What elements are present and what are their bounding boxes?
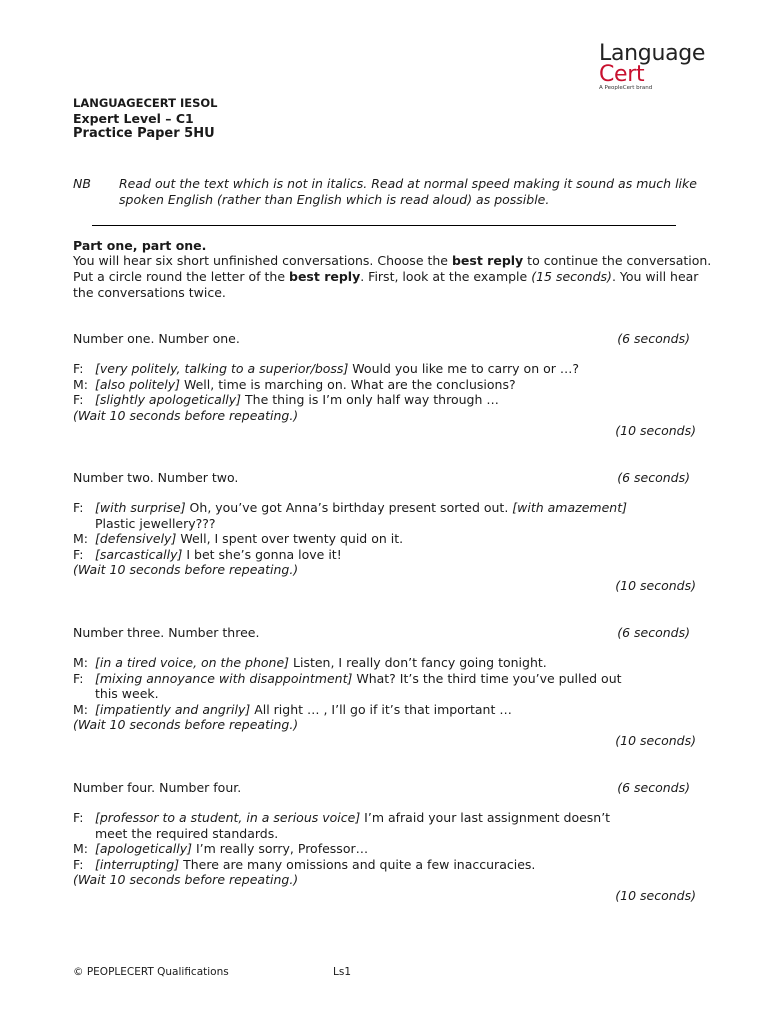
speaker-label: F: (73, 546, 84, 562)
pause-time: (6 seconds) (617, 470, 690, 485)
repeat-time: (10 seconds) (615, 577, 696, 593)
question-section-4 (73, 780, 698, 903)
wait-instruction: (Wait 10 seconds before repeating.) (73, 717, 299, 732)
dialogue-line (73, 531, 698, 547)
spoken-text: Listen, I really don’t fancy going tonight. (289, 655, 547, 670)
speaker-label: F: (73, 500, 84, 515)
pause-time: (6 seconds) (617, 625, 690, 640)
spoken-text: I’m afraid your last assignment doesn’t (360, 810, 611, 825)
speaker-label: F: (73, 392, 84, 407)
dialogue-line (73, 671, 698, 687)
exam-name: LANGUAGECERT IESOL (73, 96, 218, 110)
dialogue-line (73, 655, 698, 671)
spoken-text: All right … , I’ll go if it’s that important … (250, 701, 512, 717)
logo-cert: Cert (599, 62, 645, 87)
exam-level: Expert Level – C1 (73, 111, 194, 126)
speaker-label: F: (73, 856, 84, 872)
divider-rule (92, 225, 676, 226)
stage-direction: [impatiently and angrily] (95, 701, 251, 717)
stage-direction: [slightly apologetically] (95, 392, 242, 407)
repeat-time: (10 seconds) (615, 732, 696, 748)
stage-direction: [with amazement] (512, 500, 627, 515)
section-title: Number four. Number four. (73, 780, 242, 795)
section-title: Number two. Number two. (73, 470, 239, 485)
section-heading (73, 331, 698, 347)
speaker-label: F: (73, 810, 84, 825)
speaker-label: F: (73, 670, 84, 686)
section-heading (73, 780, 698, 796)
speaker-label: M: (73, 701, 88, 717)
spoken-text: I’m really sorry, Professor… (192, 841, 369, 856)
stage-direction: [defensively] (95, 531, 177, 546)
wait-instruction: (Wait 10 seconds before repeating.) (73, 872, 299, 887)
dialogue-line (73, 702, 698, 718)
question-section-1 (73, 331, 698, 439)
section-heading (73, 625, 698, 641)
spoken-text: What? It’s the third time you’ve pulled out (352, 670, 622, 686)
stage-direction: [in a tired voice, on the phone] (95, 655, 290, 670)
stage-direction: [very politely, talking to a superior/boss] (95, 361, 349, 376)
spoken-text: There are many omissions and quite a few inaccuracies. (179, 856, 536, 872)
dialogue-line (73, 500, 698, 516)
wait-instruction: (Wait 10 seconds before repeating.) (73, 562, 299, 577)
question-section-2 (73, 470, 698, 593)
dialogue-continuation: meet the required standards. (95, 825, 279, 841)
section-heading (73, 470, 698, 486)
speaker-label: M: (73, 841, 88, 856)
stage-direction: [apologetically] (95, 841, 192, 856)
stage-direction: [sarcastically] (95, 546, 183, 562)
nb-text: Read out the text which is not in italics. Read at normal speed making it sound as much like spoken English (rather than English which is read aloud) as possible. (119, 176, 697, 207)
stage-direction: [mixing annoyance with disappointment] (95, 670, 353, 686)
dialogue-line (73, 547, 698, 563)
speaker-label: M: (73, 531, 88, 546)
speaker-label: F: (73, 361, 84, 376)
footer-page-code: Ls1 (333, 966, 352, 978)
pause-time: (6 seconds) (617, 780, 690, 795)
speaker-label: M: (73, 655, 88, 670)
stage-direction: [also politely] (95, 376, 181, 392)
nb-label: NB (73, 176, 91, 191)
logo-language: Language (599, 41, 706, 66)
wait-instruction: (Wait 10 seconds before repeating.) (73, 407, 299, 423)
spoken-text: Oh, you’ve got Anna’s birthday present sorted out. (185, 500, 513, 515)
stage-direction: [with surprise] (95, 500, 186, 515)
spoken-text: Well, I spent over twenty quid on it. (176, 531, 404, 546)
dialogue-line (73, 392, 698, 408)
speaker-label: M: (73, 376, 88, 392)
paper-title: Practice Paper 5HU (73, 126, 215, 141)
spoken-text: I bet she’s gonna love it! (182, 546, 342, 562)
dialogue-line (73, 377, 698, 393)
dialogue-line (73, 810, 698, 826)
dialogue-continuation: Plastic jewellery??? (95, 515, 216, 531)
logo-tagline: A PeopleCert brand (599, 85, 653, 91)
dialogue-line (73, 361, 698, 377)
footer-copyright: © PEOPLECERT Qualifications (73, 966, 229, 978)
repeat-time: (10 seconds) (615, 423, 696, 438)
section-title: Number three. Number three. (73, 625, 260, 640)
part-title: Part one, part one. (73, 238, 207, 253)
part-instructions: You will hear six short unfinished conversations. Choose the best reply to continue the conversation. Put a circle round the letter of the best reply. First, look at the example (15 seconds). You will hear the conversations twice. (73, 253, 712, 300)
pause-time: (6 seconds) (617, 331, 690, 346)
stage-direction: [professor to a student, in a serious voice] (95, 810, 361, 825)
question-section-3 (73, 625, 698, 748)
repeat-time: (10 seconds) (615, 887, 696, 903)
spoken-text: The thing is I’m only half way through … (241, 392, 499, 407)
dialogue-continuation: this week. (95, 686, 159, 701)
section-title: Number one. Number one. (73, 331, 240, 346)
spoken-text: Would you like me to carry on or …? (348, 361, 579, 376)
dialogue-line (73, 841, 698, 857)
stage-direction: [interrupting] (95, 856, 180, 872)
dialogue-line (73, 857, 698, 873)
spoken-text: Well, time is marching on. What are the conclusions? (180, 376, 516, 392)
